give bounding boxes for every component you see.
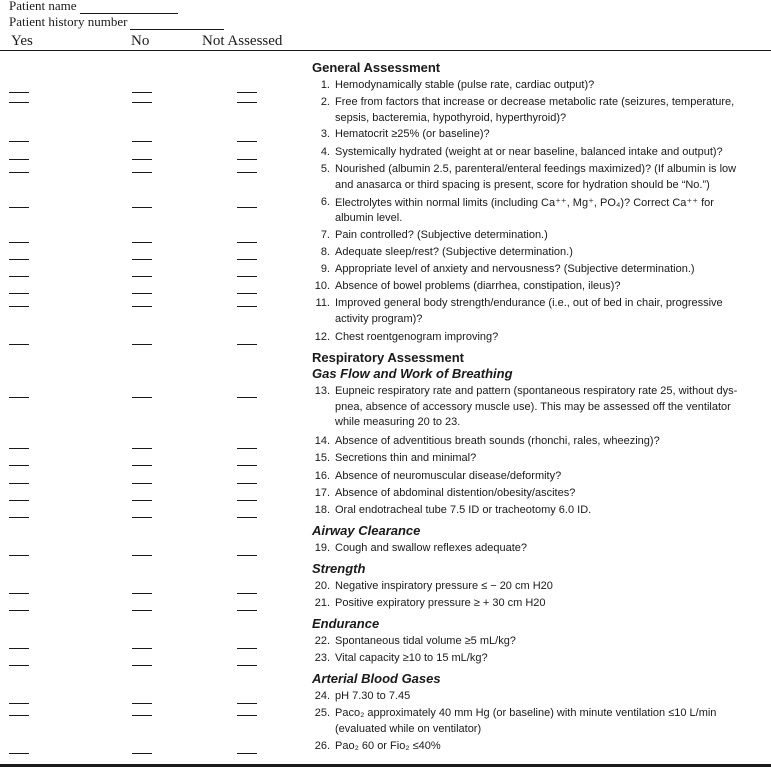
item-text: Electrolytes within normal limits (including Ca⁺⁺, Mg⁺, PO₄)? Correct Ca⁺⁺ for — [335, 197, 714, 209]
item-text: and anasarca or third spacing is present, score for hydration should be “No.”) — [335, 178, 710, 191]
item-text: (evaluated while on ventilator) — [335, 722, 482, 735]
column-not-assessed: Not Assessed — [202, 33, 283, 49]
item-text: Vital capacity ≥10 to 15 mL/kg? — [335, 652, 488, 664]
item-text: activity program)? — [335, 312, 423, 325]
item-text: pH 7.30 to 7.45 — [335, 690, 411, 702]
answer-blank-no[interactable] — [132, 483, 152, 484]
item-text: Pao₂ 60 or Fio₂ ≤40% — [335, 740, 441, 752]
answer-blank-yes[interactable] — [9, 306, 29, 307]
answer-blank-no[interactable] — [132, 555, 152, 556]
patient-name-label: Patient name — [9, 0, 77, 13]
answer-blank-not-assessed[interactable] — [237, 715, 257, 716]
answer-blank-no[interactable] — [132, 293, 152, 294]
item-number: 1. — [320, 79, 330, 91]
column-no: No — [131, 33, 150, 49]
answer-blank-no[interactable] — [132, 306, 152, 307]
item-number: 14. — [314, 435, 330, 447]
answer-blank-no[interactable] — [132, 665, 152, 666]
answer-blank-yes[interactable] — [9, 665, 29, 666]
answer-blank-not-assessed[interactable] — [237, 593, 257, 594]
item-number: 24. — [314, 690, 330, 702]
answer-blank-yes[interactable] — [9, 293, 29, 294]
item-text: Systemically hydrated (weight at or near baseline, balanced intake and output)? — [335, 146, 723, 158]
answer-blank-not-assessed[interactable] — [237, 483, 257, 484]
item-number: 7. — [320, 229, 330, 241]
answer-blank-not-assessed[interactable] — [237, 102, 257, 103]
item-number: 25. — [314, 707, 330, 719]
answer-blank-no[interactable] — [132, 703, 152, 704]
answer-blank-yes[interactable] — [9, 102, 29, 103]
answer-blank-no[interactable] — [132, 172, 152, 173]
answer-blank-not-assessed[interactable] — [237, 159, 257, 160]
answer-blank-not-assessed[interactable] — [237, 665, 257, 666]
item-number: 17. — [314, 487, 330, 499]
answer-blank-not-assessed[interactable] — [237, 555, 257, 556]
answer-blank-yes[interactable] — [9, 344, 29, 345]
answer-blank-no[interactable] — [132, 448, 152, 449]
item-number: 21. — [314, 597, 330, 609]
answer-blank-not-assessed[interactable] — [237, 92, 257, 93]
item-number: 5. — [320, 163, 330, 175]
answer-blank-not-assessed[interactable] — [237, 276, 257, 277]
patient-history-blank[interactable] — [130, 17, 224, 30]
item-number: 26. — [314, 740, 330, 752]
item-text: Eupneic respiratory rate and pattern (spontaneous respiratory rate 25, without dys- — [335, 385, 738, 397]
subsection-endurance: Endurance — [312, 616, 380, 631]
item-text: Hematocrit ≥25% (or baseline)? — [335, 128, 490, 140]
answer-blank-not-assessed[interactable] — [237, 141, 257, 142]
item-text: pnea, absence of accessory muscle use). This may be assessed off the ventilator — [335, 400, 731, 413]
item-text: Oral endotracheal tube 7.5 ID or tracheotomy 6.0 ID. — [335, 504, 592, 516]
answer-blank-no[interactable] — [132, 276, 152, 277]
answer-blank-not-assessed[interactable] — [237, 306, 257, 307]
answer-blank-not-assessed[interactable] — [237, 397, 257, 398]
item-text: Absence of adventitious breath sounds (rhonchi, rales, wheezing)? — [335, 435, 660, 447]
item-number: 3. — [320, 128, 330, 140]
answer-blank-not-assessed[interactable] — [237, 703, 257, 704]
patient-history-field[interactable] — [9, 14, 224, 30]
answer-blank-not-assessed[interactable] — [237, 172, 257, 173]
item-text: Chest roentgenogram improving? — [335, 331, 499, 343]
answer-blank-not-assessed[interactable] — [237, 610, 257, 611]
item-text: Absence of neuromuscular disease/deformity? — [335, 470, 562, 482]
answer-blank-yes[interactable] — [9, 397, 29, 398]
item-text: Hemodynamically stable (pulse rate, cardiac output)? — [335, 79, 595, 91]
answer-blank-yes[interactable] — [9, 465, 29, 466]
item-text: Cough and swallow reflexes adequate? — [335, 542, 528, 554]
answer-blank-yes[interactable] — [9, 483, 29, 484]
item-text: Pain controlled? (Subjective determination.) — [335, 229, 548, 241]
item-number: 6. — [320, 196, 330, 208]
item-text: Appropriate level of anxiety and nervousness? (Subjective determination.) — [335, 263, 695, 275]
item-text: while measuring 20 to 23. — [335, 416, 461, 428]
subsection-airway: Airway Clearance — [312, 523, 421, 538]
patient-history-label: Patient history number — [9, 14, 128, 29]
subsection-abg: Arterial Blood Gases — [312, 671, 441, 686]
answer-blank-yes[interactable] — [9, 242, 29, 243]
item-number: 9. — [320, 263, 330, 275]
item-number: 4. — [320, 146, 330, 158]
answer-blank-yes[interactable] — [9, 610, 29, 611]
answer-blank-not-assessed[interactable] — [237, 344, 257, 345]
item-text: Absence of abdominal distention/obesity/ascites? — [335, 487, 576, 499]
item-text: Nourished (albumin 2.5, parenteral/enteral feedings maximized)? (If albumin is low — [335, 163, 737, 175]
answer-blank-no[interactable] — [132, 92, 152, 93]
item-number: 2. — [320, 96, 330, 108]
answer-blank-yes[interactable] — [9, 753, 29, 754]
answer-blank-no[interactable] — [132, 344, 152, 345]
answer-blank-yes[interactable] — [9, 703, 29, 704]
answer-blank-no[interactable] — [132, 465, 152, 466]
answer-blank-yes[interactable] — [9, 259, 29, 260]
footer-rule — [0, 764, 771, 767]
answer-blank-no[interactable] — [132, 397, 152, 398]
item-number: 8. — [320, 246, 330, 258]
item-text: sepsis, bacteremia, hypothyroid, hyperthyroid)? — [335, 111, 567, 124]
answer-blank-no[interactable] — [132, 500, 152, 501]
answer-blank-no[interactable] — [132, 207, 152, 208]
item-number: 13. — [314, 385, 330, 397]
header-divider — [0, 50, 771, 51]
answer-blank-no[interactable] — [132, 517, 152, 518]
answer-blank-not-assessed[interactable] — [237, 448, 257, 449]
item-text: Spontaneous tidal volume ≥5 mL/kg? — [335, 635, 516, 647]
answer-blank-not-assessed[interactable] — [237, 517, 257, 518]
answer-blank-no[interactable] — [132, 753, 152, 754]
answer-blank-no[interactable] — [132, 159, 152, 160]
answer-blank-yes[interactable] — [9, 593, 29, 594]
answer-blank-yes[interactable] — [9, 159, 29, 160]
column-yes: Yes — [11, 33, 33, 49]
answer-blank-no[interactable] — [132, 102, 152, 103]
section-respiratory: Respiratory Assessment — [312, 350, 464, 365]
answer-blank-no[interactable] — [132, 610, 152, 611]
item-number: 18. — [314, 504, 330, 516]
answer-blank-not-assessed[interactable] — [237, 259, 257, 260]
answer-blank-no[interactable] — [132, 259, 152, 260]
item-number: 15. — [314, 452, 330, 464]
subsection-gas-flow: Gas Flow and Work of Breathing — [312, 366, 513, 381]
answer-blank-yes[interactable] — [9, 448, 29, 449]
answer-blank-not-assessed[interactable] — [237, 753, 257, 754]
answer-blank-yes[interactable] — [9, 172, 29, 173]
answer-blank-yes[interactable] — [9, 207, 29, 208]
answer-blank-yes[interactable] — [9, 715, 29, 716]
item-text: Absence of bowel problems (diarrhea, constipation, ileus)? — [335, 280, 621, 292]
item-number: 12. — [314, 331, 330, 343]
answer-blank-not-assessed[interactable] — [237, 207, 257, 208]
item-text: Adequate sleep/rest? (Subjective determination.) — [335, 246, 573, 258]
item-number: 20. — [314, 580, 330, 592]
answer-blank-not-assessed[interactable] — [237, 648, 257, 649]
item-number: 22. — [314, 635, 330, 647]
answer-blank-yes[interactable] — [9, 555, 29, 556]
answer-blank-no[interactable] — [132, 648, 152, 649]
answer-blank-yes[interactable] — [9, 141, 29, 142]
answer-blank-no[interactable] — [132, 593, 152, 594]
answer-blank-not-assessed[interactable] — [237, 293, 257, 294]
patient-name-blank[interactable] — [80, 1, 178, 14]
answer-blank-no[interactable] — [132, 242, 152, 243]
item-text: Free from factors that increase or decrease metabolic rate (seizures, temperature, — [335, 96, 735, 108]
subsection-strength: Strength — [312, 561, 366, 576]
item-number: 11. — [315, 297, 330, 309]
section-general: General Assessment — [312, 60, 441, 75]
answer-blank-not-assessed[interactable] — [237, 465, 257, 466]
item-text: Paco₂ approximately 40 mm Hg (or baseline) with minute ventilation ≤10 L/min — [335, 707, 717, 719]
answer-blank-yes[interactable] — [9, 500, 29, 501]
answer-blank-yes[interactable] — [9, 648, 29, 649]
answer-blank-not-assessed[interactable] — [237, 500, 257, 501]
item-number: 23. — [314, 652, 330, 664]
answer-blank-no[interactable] — [132, 715, 152, 716]
answer-blank-no[interactable] — [132, 141, 152, 142]
item-text: Secretions thin and minimal? — [335, 452, 477, 464]
item-text: albumin level. — [335, 211, 403, 224]
item-number: 16. — [314, 470, 330, 482]
item-text: Positive expiratory pressure ≥ + 30 cm H20 — [335, 597, 546, 609]
answer-blank-yes[interactable] — [9, 92, 29, 93]
item-number: 10. — [314, 280, 330, 292]
item-text: Negative inspiratory pressure ≤ − 20 cm H20 — [335, 580, 553, 592]
item-text: Improved general body strength/endurance (i.e., out of bed in chair, progressive — [335, 297, 723, 309]
answer-blank-yes[interactable] — [9, 276, 29, 277]
answer-blank-not-assessed[interactable] — [237, 242, 257, 243]
item-number: 19. — [314, 542, 330, 554]
patient-name-field[interactable] — [9, 0, 178, 14]
answer-blank-yes[interactable] — [9, 517, 29, 518]
